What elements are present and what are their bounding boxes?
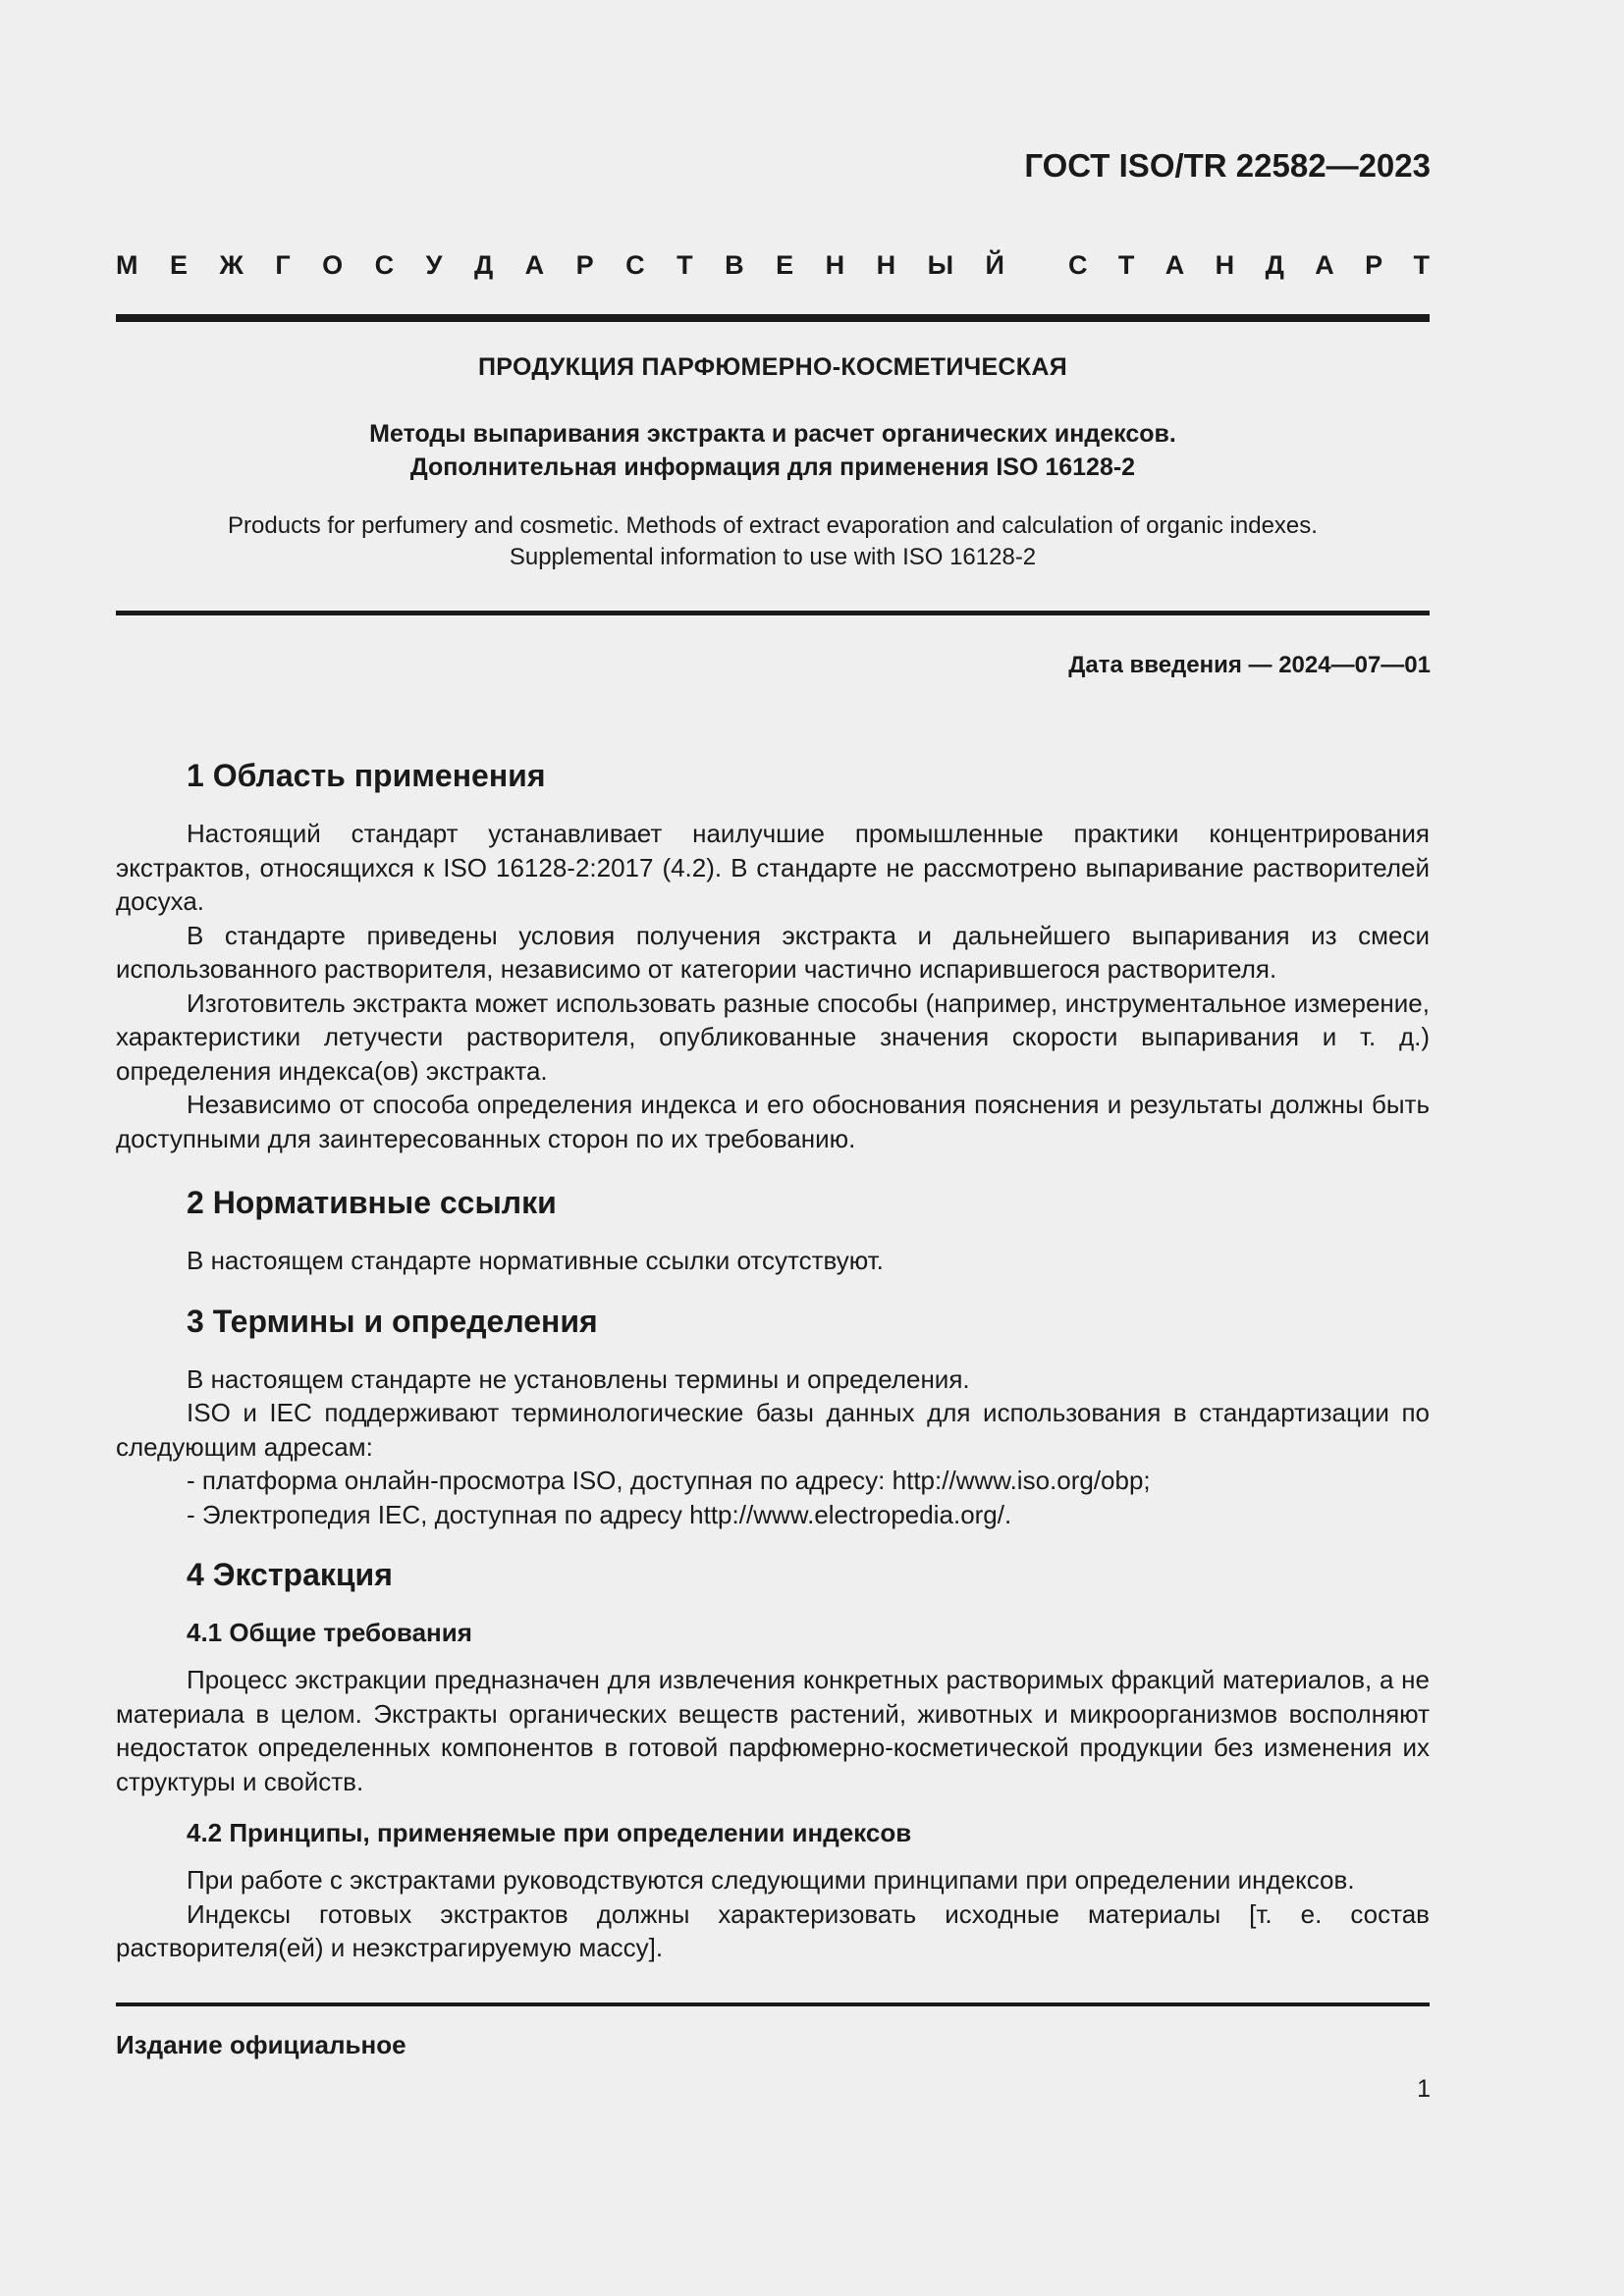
section-heading: 3 Термины и определения [187,1303,598,1339]
header-rule [116,314,1430,322]
subtitle-ru [116,417,1430,484]
section-extraction [116,1555,1430,1965]
paragraph: ISO и IEC поддерживают терминологические базы данных для использования в стандартизации по следующим адресам: [116,1398,1430,1462]
introduction-date: Дата введения — 2024—07—01 [1068,652,1431,678]
section-terms [116,1302,1430,1532]
paragraph: В стандарте приведены условия получения экстракта и дальнейшего выпаривания из смеси использованного растворителя, независимо от категории частично испарившегося растворителя. [116,920,1430,984]
paragraph: Независимо от способа определения индекса и его обоснования пояснения и результаты должны быть доступными для заинтересованных сторон по их требованию. [116,1090,1430,1153]
paragraph: При работе с экстрактами руководствуются следующими принципами при определении индексов. [187,1865,1355,1895]
paragraph: Индексы готовых экстрактов должны характеризовать исходные материалы [т. е. состав растворителя(ей) и неэкстрагируемую массу]. [116,1898,1430,1962]
paragraph: Настоящий стандарт устанавливает наилучшие промышленные практики концентрирования экстрактов, относящихся к ISO 16128-2:2017 (4.2). В стандарте не рассмотрено выпаривание растворителей досуха. [116,819,1430,916]
subsection-general [116,1616,1430,1798]
footer-rule [116,2002,1430,2006]
subtitle-ru-line1: Методы выпаривания экстракта и расчет органических индексов. [369,420,1176,448]
title-en-line1: Products for perfumery and cosmetic. Methods of extract evaporation and calculation of organic indexes. [228,512,1318,539]
title-rule [116,611,1430,615]
subsection-heading: 4.1 Общие требования [187,1618,472,1647]
page-number: 1 [1417,2075,1431,2103]
title-en [116,510,1430,573]
banner-word-standard: С Т А Н Д А Р Т [1068,250,1430,280]
paragraph: Изготовитель экстракта может использовать разные способы (например, инструментальное измерение, характеристики летучести растворителя, опубликованные значения скорости выпаривания и т. д.) определения индекса(ов) экстракта. [116,988,1430,1086]
section-scope [116,756,1430,1155]
list-item: - платформа онлайн-просмотра ISO, доступная по адресу: http://www.iso.org/obp; [187,1466,1151,1495]
banner-word-interstate: М Е Ж Г О С У Д А Р С Т В Е Н Н Ы Й [116,250,1004,280]
paragraph: Процесс экстракции предназначен для извлечения конкретных растворимых фракций материалов, а не материала в целом. Экстракты органических веществ растений, животных и микроорганизмов восполняют недостаток определенных компонентов в готовой парфюмерно-косметической продукции без изменения их структуры и свойств. [116,1665,1430,1796]
paragraph: В настоящем стандарте не установлены термины и определения. [187,1363,970,1394]
official-edition-label: Издание официальное [116,2030,406,2059]
section-heading: 2 Нормативные ссылки [187,1185,557,1220]
subsection-heading: 4.2 Принципы, применяемые при определении индексов [187,1818,912,1847]
paragraph: В настоящем стандарте нормативные ссылки отсутствуют. [187,1246,884,1275]
title-ru: ПРОДУКЦИЯ ПАРФЮМЕРНО-КОСМЕТИЧЕСКАЯ [478,353,1067,381]
list-item: - Электропедия IEC, доступная по адресу http://www.electropedia.org/. [187,1499,1012,1529]
section-heading: 4 Экстракция [187,1557,393,1592]
subsection-principles [116,1816,1430,1965]
section-heading: 1 Область применения [187,758,546,793]
interstate-standard-banner [116,250,1430,281]
section-normative-references [116,1183,1430,1278]
subtitle-ru-line2: Дополнительная информация для применения ISO 16128-2 [409,454,1136,481]
title-en-line2: Supplemental information to use with ISO 16128-2 [509,544,1037,570]
body-content [116,756,1430,1989]
standard-code: ГОСТ ISO/TR 22582—2023 [1024,147,1431,184]
